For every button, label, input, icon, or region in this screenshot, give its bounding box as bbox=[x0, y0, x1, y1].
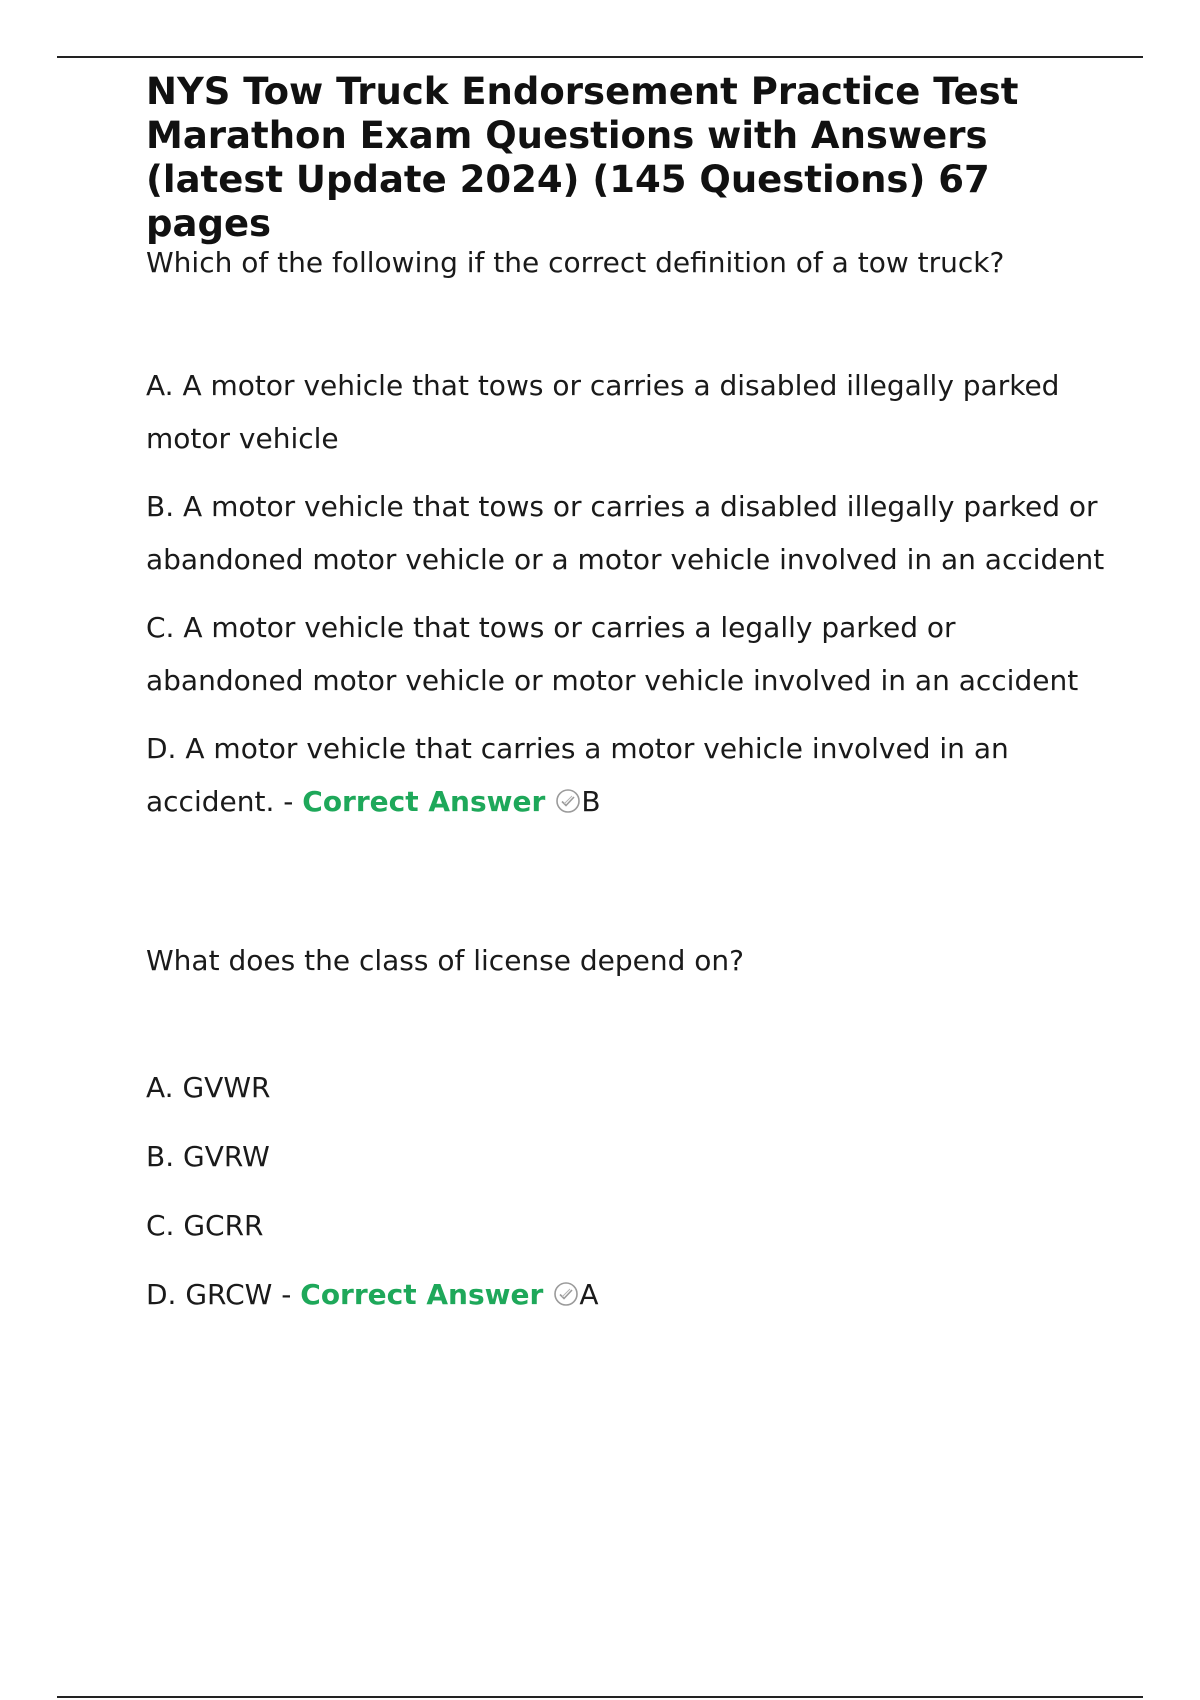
question-2-option-a: A. GVWR bbox=[146, 1071, 271, 1104]
question-2-option-c: C. GCRR bbox=[146, 1209, 264, 1242]
question-2-option-b: B. GVRW bbox=[146, 1140, 270, 1173]
check-circle-icon bbox=[553, 1281, 579, 1307]
correct-answer-label: Correct Answer bbox=[302, 784, 546, 818]
question-1-text: Which of the following if the correct definition of a tow truck? bbox=[146, 246, 1005, 279]
page-content bbox=[146, 70, 1106, 1338]
question-2-text: What does the class of license depend on? bbox=[146, 944, 745, 977]
correct-answer-label: Correct Answer bbox=[300, 1278, 544, 1311]
question-1-option-d bbox=[146, 723, 1106, 828]
top-rule bbox=[57, 56, 1143, 58]
correct-answer-value: A bbox=[579, 1278, 599, 1311]
question-1-option-c: C. A motor vehicle that tows or carries a legally parked or abandoned motor vehicle or motor vehicle involved in an accident bbox=[146, 611, 1079, 697]
question-2-option-d-text: D. GRCW - bbox=[146, 1278, 292, 1311]
check-circle-icon bbox=[555, 788, 581, 814]
question-2-options bbox=[146, 1062, 1106, 1321]
question-1-option-d-text: D. A motor vehicle that carries a motor vehicle involved in an accident. - bbox=[146, 732, 1009, 818]
question-1-option-a: A. A motor vehicle that tows or carries a disabled illegally parked motor vehicle bbox=[146, 369, 1060, 455]
correct-answer-value: B bbox=[581, 784, 601, 818]
bottom-rule bbox=[57, 1696, 1143, 1698]
document-title: NYS Tow Truck Endorsement Practice Test Marathon Exam Questions with Answers (latest Update 2024) (145 Questions) 67 pages bbox=[146, 70, 1019, 245]
question-2-option-d bbox=[146, 1269, 1106, 1321]
question-1-option-b: B. A motor vehicle that tows or carries a disabled illegally parked or abandoned motor vehicle or a motor vehicle involved in an accident bbox=[146, 490, 1105, 576]
question-1-options bbox=[146, 360, 1106, 828]
